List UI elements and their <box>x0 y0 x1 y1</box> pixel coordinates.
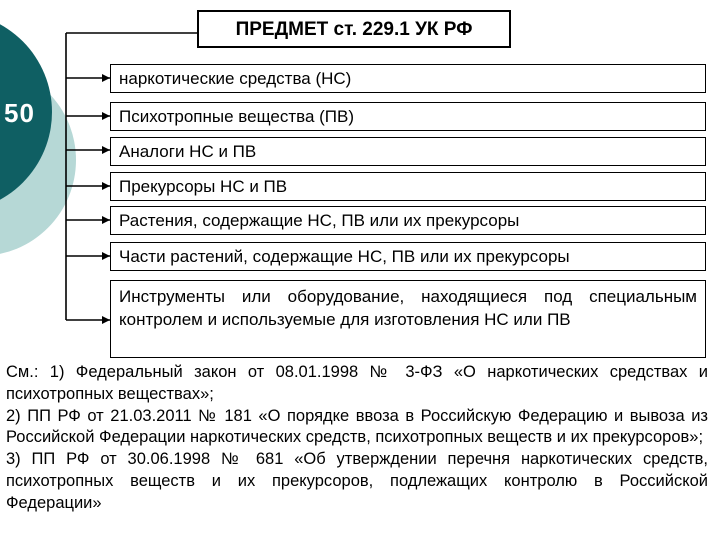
arrowhead-7 <box>102 316 110 324</box>
item-analogues: Аналоги НС и ПВ <box>110 137 706 166</box>
arrowhead-6 <box>102 252 110 260</box>
item-precursors: Прекурсоры НС и ПВ <box>110 172 706 201</box>
item-psychotropic-substances: Психотропные вещества (ПВ) <box>110 102 706 131</box>
arrowhead-3 <box>102 146 110 154</box>
item-narcotic-drugs: наркотические средства (НС) <box>110 64 706 93</box>
arrowhead-1 <box>102 74 110 82</box>
arrowhead-5 <box>102 216 110 224</box>
item-instruments-equipment: Инструменты или оборудование, находящиеся под специальным контролем и используемые для изготовления НС или ПВ <box>110 280 706 358</box>
slide-number: 50 <box>4 98 35 128</box>
reference-2: 2) ПП РФ от 21.03.2011 № 181 «О порядке ввоза в Российскую Федерацию и вывоза из Российской Федерации наркотических средств, психотропных веществ и их прекурсоров»; <box>6 406 708 447</box>
arrowhead-4 <box>102 182 110 190</box>
item-plants: Растения, содержащие НС, ПВ или их прекурсоры <box>110 206 706 235</box>
arrowhead-2 <box>102 112 110 120</box>
diagram-title: ПРЕДМЕТ ст. 229.1 УК РФ <box>197 10 511 48</box>
reference-3: 3) ПП РФ от 30.06.1998 № 681 «Об утверждении перечня наркотических средств, психотропных веществ и их прекурсоров, подлежащих контролю в Российской Федерации» <box>6 450 708 512</box>
references <box>6 362 708 515</box>
item-plant-parts: Части растений, содержащие НС, ПВ или их прекурсоры <box>110 242 706 271</box>
reference-1: См.: 1) Федеральный закон от 08.01.1998 № 3-ФЗ «О наркотических средствах и психотропных веществах»; <box>6 363 708 403</box>
